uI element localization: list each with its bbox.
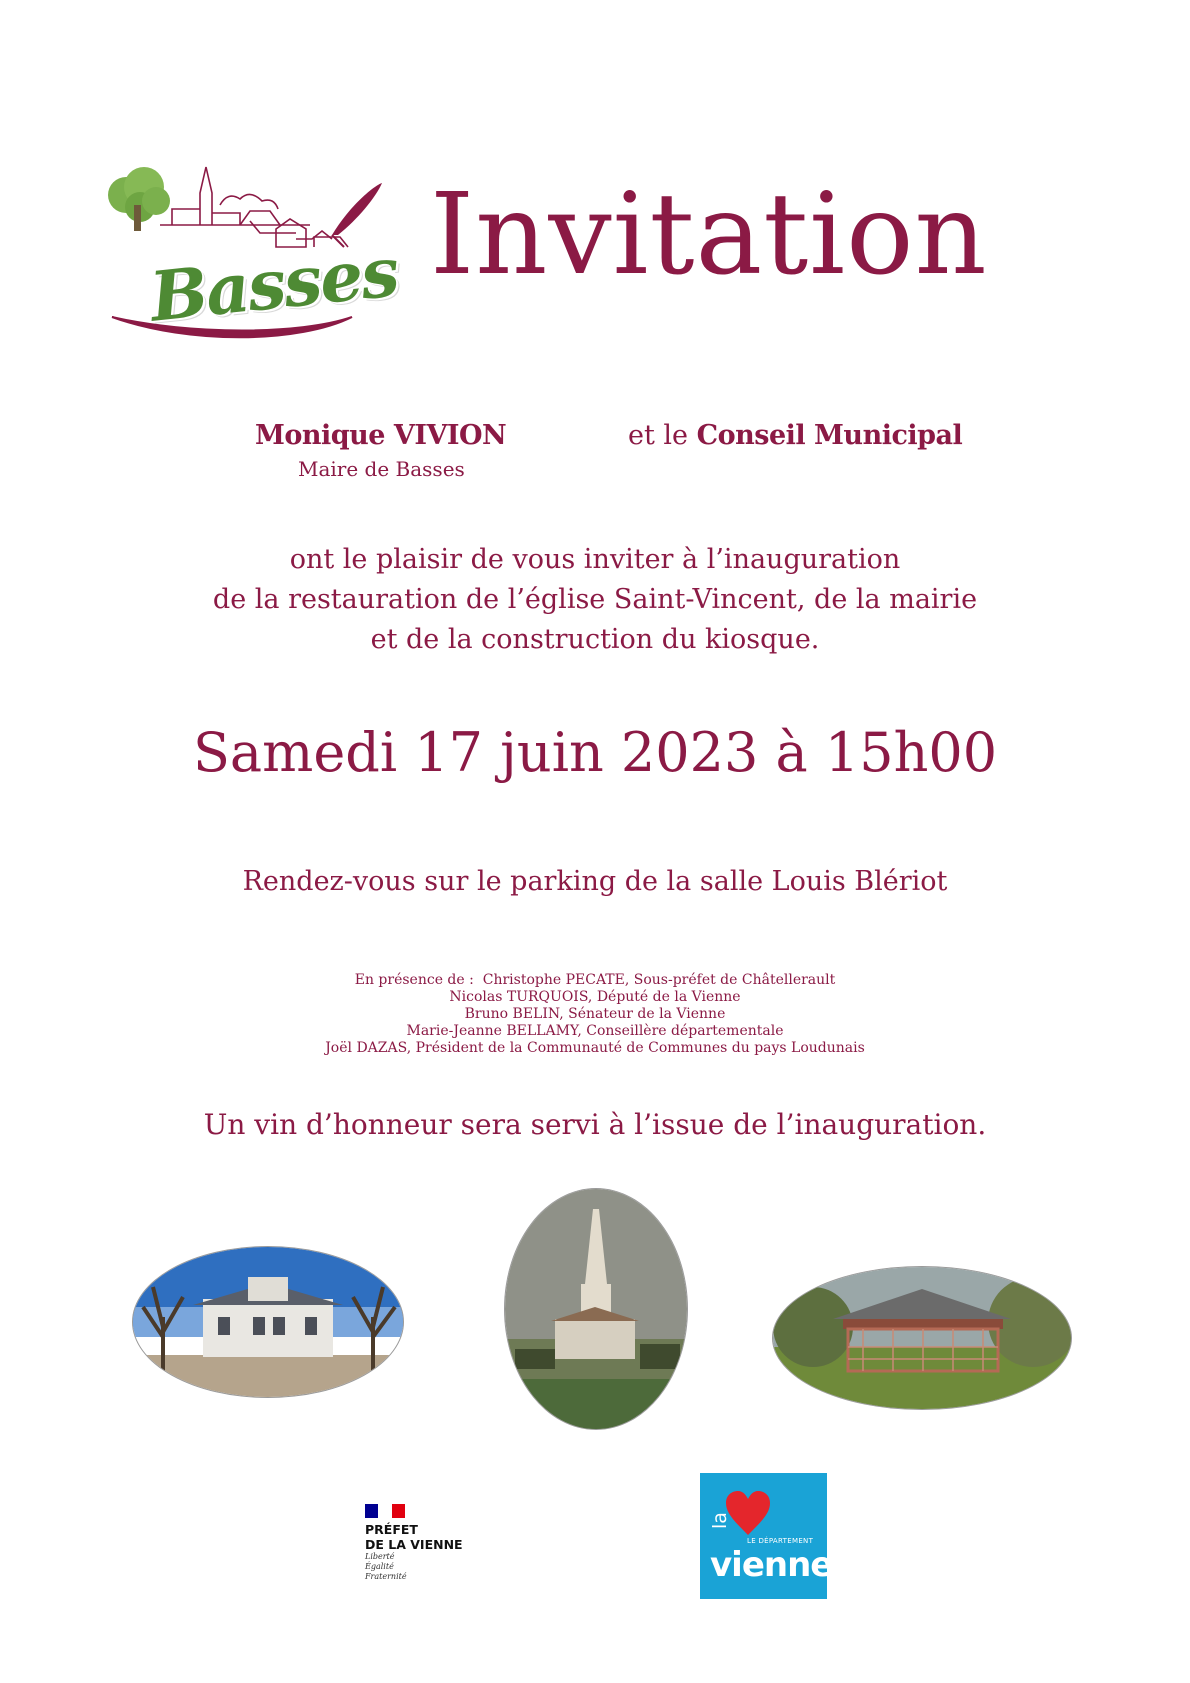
event-date: Samedi 17 juin 2023 à 15h00 bbox=[192, 721, 998, 784]
page-title: Invitation bbox=[430, 170, 988, 300]
basses-logo bbox=[100, 165, 420, 375]
intro-line: et de la construction du kiosque. bbox=[370, 624, 820, 655]
logo-wordmark: Basses bbox=[146, 232, 402, 338]
prefet-line1: PRÉFET bbox=[365, 1522, 418, 1537]
gazebo-photo bbox=[772, 1266, 1072, 1410]
mayor-role: Maire de Basses bbox=[298, 457, 465, 481]
council-name: Conseil Municipal bbox=[696, 420, 963, 451]
intro-line: de la restauration de l’église Saint-Vincent, de la mairie bbox=[212, 584, 978, 615]
guest-line: En présence de : Christophe PECATE, Sous-préfet de Châtellerault bbox=[354, 972, 836, 988]
mayor-name bbox=[255, 420, 506, 451]
church-photo bbox=[504, 1188, 688, 1430]
council-line bbox=[628, 420, 962, 451]
mayor-name-text: Monique VIVION bbox=[255, 420, 507, 451]
vienne-department-logo bbox=[700, 1473, 833, 1599]
guest-line: Nicolas TURQUOIS, Député de la Vienne bbox=[449, 989, 741, 1005]
council-prefix: et le bbox=[628, 420, 689, 451]
town-hall-photo bbox=[132, 1246, 404, 1398]
prefet-logo bbox=[365, 1504, 505, 1582]
prefet-line2: DE LA VIENNE bbox=[365, 1537, 463, 1552]
vienne-la: la bbox=[709, 1512, 731, 1529]
vienne-dept: LE DÉPARTEMENT bbox=[747, 1537, 814, 1545]
intro-line: ont le plaisir de vous inviter à l’inauguration bbox=[289, 544, 901, 575]
guest-line: Marie-Jeanne BELLAMY, Conseillère départementale bbox=[406, 1023, 784, 1039]
prefet-motto: Fraternité bbox=[365, 1572, 407, 1581]
guest-list bbox=[100, 972, 1090, 1057]
prefet-motto: Égalité bbox=[365, 1562, 394, 1571]
heart-icon bbox=[726, 1491, 770, 1537]
guest-line: Bruno BELIN, Sénateur de la Vienne bbox=[464, 1006, 726, 1022]
french-flag-icon bbox=[365, 1504, 405, 1518]
meeting-point: Rendez-vous sur le parking de la salle Louis Blériot bbox=[242, 866, 948, 897]
reception-note: Un vin d’honneur sera servi à l’issue de l’inauguration. bbox=[203, 1108, 987, 1141]
vienne-name: vienne bbox=[710, 1545, 833, 1585]
guest-line: Joël DAZAS, Président de la Communauté de Communes du pays Loudunais bbox=[325, 1040, 865, 1056]
prefet-motto: Liberté bbox=[365, 1552, 395, 1561]
intro-text bbox=[100, 540, 1090, 660]
